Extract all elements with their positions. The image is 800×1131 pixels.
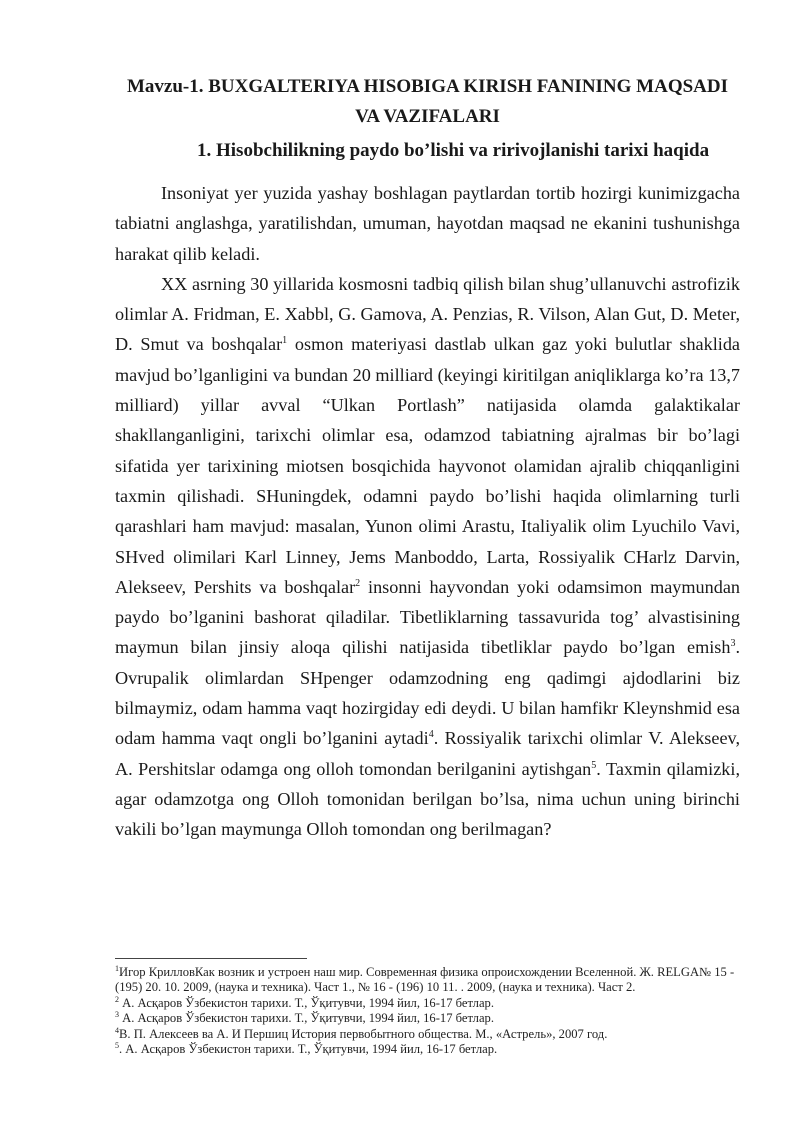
footnote-ref-4[interactable]: 4 xyxy=(428,729,434,741)
section-heading: 1. Hisobchilikning paydo bo’lishi va ririvojlanishi tarixi haqida xyxy=(197,140,710,161)
footnotes xyxy=(115,965,740,1057)
chapter-title xyxy=(115,72,740,132)
paragraph-main-text-4: . Ovrupalik olimlardan SHpenger odamzodning eng qadimgi ajdodlarini biz bilmaymiz, odam hamma vaqt hozirgiday edi deydi. U bilan hamfikr Kleynshmid esa odam hamma vaqt ongli bo’lganini aytadi xyxy=(115,637,740,749)
paragraph-main-text-1: XX asrning 30 yillarida kosmosni tadbiq qilish bilan shug’ullanuvchi astrofizik olimlar A. Fridman, E. Xabbl, G. Gamova, A. Penzias, R. Vilson, Alan Gut, D. Meter, D. Smut va boshqalar xyxy=(115,273,740,355)
footnote-ref-5[interactable]: 5 xyxy=(591,759,597,771)
footnote-ref-3[interactable]: 3 xyxy=(730,638,736,650)
footnote-item xyxy=(115,996,740,1011)
paragraph-main xyxy=(115,269,740,845)
chapter-title-line2: VA VAZIFALARI xyxy=(355,106,500,127)
footnote-mark: 2 xyxy=(115,994,119,1004)
footnote-mark: 3 xyxy=(115,1010,119,1020)
footnote-text: А. Асқаров Ўзбекистон тарихи. Т., Ўқитувчи, 1994 йил, 16-17 бетлар. xyxy=(119,995,495,1010)
footnote-item xyxy=(115,1011,740,1026)
footnote-text: В. П. Алексеев ва А. И Першиц История первобытного общества. М., «Астрель», 2007 год. xyxy=(119,1026,608,1041)
paragraph-main-text-5: . Rossiyalik tarixchi olimlar V. Alekseev, A. Pershitslar odamga ong olloh tomondan berilganini aytishgan xyxy=(115,728,740,779)
footnote-item xyxy=(115,1027,740,1042)
footnote-ref-1[interactable]: 1 xyxy=(282,335,288,347)
footnote-text: . А. Асқаров Ўзбекистон тарихи. Т., Ўқитувчи, 1994 йил, 16-17 бетлар. xyxy=(119,1042,498,1057)
footnote-mark: 4 xyxy=(115,1025,119,1035)
paragraph-main-text-2: osmon materiyasi dastlab ulkan gaz yoki bulutlar shaklida mavjud bo’lganligini va bundan 20 milliard (keyingi kiritilgan aniqliklarga ko’ra 13,7 milliard) yillar avval “Ulkan Portlash” natijasida olamda galaktikalar shakllanganligini, tarixchi olimlar esa, odamzod tabiatning ajralmas bir bo’lagi sifatida yer tarixining miotsen bosqichida hayvonot olamidan ajralib chiqqanligini taxmin qilishadi. SHuningdek, odamni paydo bo’lishi haqida olimlarning turli qarashlari ham mavjud: masalan, Yunon olimi Arastu, Italiyalik olim Lyuchilo Vavi, SHved olimilari Karl Linney, Jems Manboddo, Larta, Rossiyalik CHarlz Darvin, Alekseev, Pershits va boshqalar xyxy=(115,334,740,597)
footnote-ref-2[interactable]: 2 xyxy=(355,577,361,589)
paragraph-main-text-3: insonni hayvondan yoki odamsimon maymundan paydo bo’lganini bashorat qiladilar. Tibetliklarning tassavurida tog’ alvastisining maymun bilan jinsiy aloqa qilishi natijasida tibetliklar paydo bo’lgan emish xyxy=(115,576,740,658)
paragraph-intro: Insoniyat yer yuzida yashay boshlagan paytlardan tortib hozirgi kunimizgacha tabiatni anglashga, yaratilishdan, umuman, hayotdan maqsad ne ekanini tushunishga harakat qilib keladi. xyxy=(115,183,740,264)
footnote-mark: 5 xyxy=(115,1040,119,1050)
footnote-text: Игор КрилловКак возник и устроен наш мир. Современная физика опроисхождении Вселенной. Ж. RELGA№ 15 - (195) 20. 10. 2009, (наука и техника). Част 1., № 16 - (196) 10 11. . 2009, (наука и техника). Част 2. xyxy=(115,965,735,995)
footnote-text: А. Асқаров Ўзбекистон тарихи. Т., Ўқитувчи, 1994 йил, 16-17 бетлар. xyxy=(119,1011,495,1026)
footnote-item xyxy=(115,1042,740,1057)
footnote-divider xyxy=(115,958,307,959)
footnote-mark: 1 xyxy=(115,963,119,973)
paragraph-main-text-6: . Taxmin qilamizki, agar odamzotga ong Olloh tomonidan berilgan bo’lsa, nima uchun uning birinchi vakili bo’lgan maymunga Olloh tomondan ong berilmagan? xyxy=(115,758,740,840)
chapter-title-line1: Mavzu-1. BUXGALTERIYA HISOBIGA KIRISH FANINING MAQSADI xyxy=(126,76,729,97)
footnote-item xyxy=(115,965,740,996)
